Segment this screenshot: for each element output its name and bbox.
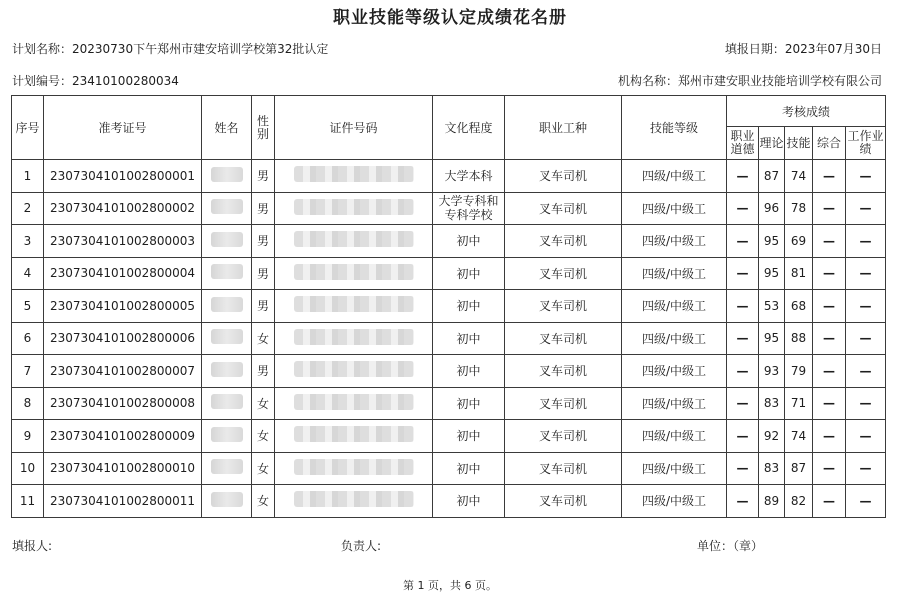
document-title: 职业技能等级认定成绩花名册 [333, 8, 567, 28]
redacted-name [211, 492, 243, 507]
education-cell: 初中 [433, 322, 505, 355]
name-cell [202, 420, 252, 453]
exam-no-cell: 2307304101002800003 [44, 225, 202, 258]
header-comprehensive: 综合 [813, 127, 846, 160]
header-name: 姓名 [202, 96, 252, 160]
redacted-id-number [294, 231, 414, 247]
theory-score-cell: 95 [759, 225, 785, 258]
exam-no-cell: 2307304101002800006 [44, 322, 202, 355]
id-number-cell [275, 452, 433, 485]
name-cell [202, 192, 252, 225]
table-row [12, 355, 886, 388]
occupation-cell: 叉车司机 [505, 290, 622, 323]
id-number-cell [275, 160, 433, 193]
exam-no-cell: 2307304101002800011 [44, 485, 202, 518]
theory-score-cell: 93 [759, 355, 785, 388]
work-performance-cell: — [846, 225, 886, 258]
name-cell [202, 355, 252, 388]
education-cell: 大学专科和专科学校 [433, 192, 505, 225]
gender-cell: 女 [252, 420, 275, 453]
skill-level-cell: 四级/中级工 [622, 322, 727, 355]
education-cell: 初中 [433, 355, 505, 388]
exam-no-cell: 2307304101002800009 [44, 420, 202, 453]
id-number-cell [275, 355, 433, 388]
skill-level-cell: 四级/中级工 [622, 160, 727, 193]
comprehensive-score-cell: — [813, 387, 846, 420]
redacted-id-number [294, 426, 414, 442]
education-cell: 初中 [433, 420, 505, 453]
header-occupation: 职业工种 [505, 96, 622, 160]
score-roster-table [11, 95, 886, 518]
theory-score-cell: 83 [759, 452, 785, 485]
seq-cell: 11 [12, 485, 44, 518]
id-number-cell [275, 322, 433, 355]
theory-score-cell: 53 [759, 290, 785, 323]
skill-score-cell: 78 [785, 192, 813, 225]
seq-cell: 8 [12, 387, 44, 420]
redacted-id-number [294, 459, 414, 475]
gender-cell: 男 [252, 225, 275, 258]
skill-level-cell: 四级/中级工 [622, 387, 727, 420]
id-number-cell [275, 257, 433, 290]
theory-score-cell: 95 [759, 322, 785, 355]
ethics-score-cell: — [727, 322, 759, 355]
redacted-id-number [294, 329, 414, 345]
header-row [12, 96, 886, 127]
table-row [12, 192, 886, 225]
organization-name: 机构名称：郑州市建安职业技能培训学校有限公司 [617, 74, 882, 88]
seq-cell: 7 [12, 355, 44, 388]
header-theory: 理论 [759, 127, 785, 160]
ethics-score-cell: — [727, 355, 759, 388]
id-number-cell [275, 387, 433, 420]
gender-cell: 男 [252, 192, 275, 225]
header-id-no: 证件号码 [275, 96, 433, 160]
skill-level-cell: 四级/中级工 [622, 452, 727, 485]
name-cell [202, 322, 252, 355]
theory-score-cell: 89 [759, 485, 785, 518]
education-cell: 初中 [433, 257, 505, 290]
work-performance-cell: — [846, 452, 886, 485]
work-performance-cell: — [846, 387, 886, 420]
work-performance-cell: — [846, 290, 886, 323]
education-cell: 初中 [433, 387, 505, 420]
theory-score-cell: 87 [759, 160, 785, 193]
header-seq: 序号 [12, 96, 44, 160]
education-cell: 初中 [433, 290, 505, 323]
skill-score-cell: 68 [785, 290, 813, 323]
redacted-id-number [294, 199, 414, 215]
plan-number: 计划编号：23410100280034 [12, 74, 179, 88]
exam-no-cell: 2307304101002800005 [44, 290, 202, 323]
name-cell [202, 225, 252, 258]
work-performance-cell: — [846, 257, 886, 290]
skill-level-cell: 四级/中级工 [622, 257, 727, 290]
exam-no-cell: 2307304101002800004 [44, 257, 202, 290]
page-indicator: 第 1 页，共 6 页。 [403, 579, 497, 592]
skill-score-cell: 79 [785, 355, 813, 388]
theory-score-cell: 92 [759, 420, 785, 453]
work-performance-cell: — [846, 355, 886, 388]
ethics-score-cell: — [727, 485, 759, 518]
ethics-score-cell: — [727, 452, 759, 485]
ethics-score-cell: — [727, 225, 759, 258]
header-skill-level: 技能等级 [622, 96, 727, 160]
table-row [12, 387, 886, 420]
redacted-name [211, 427, 243, 442]
work-performance-cell: — [846, 192, 886, 225]
gender-cell: 男 [252, 355, 275, 388]
name-cell [202, 452, 252, 485]
skill-score-cell: 71 [785, 387, 813, 420]
redacted-id-number [294, 296, 414, 312]
header-education: 文化程度 [433, 96, 505, 160]
education-cell: 初中 [433, 225, 505, 258]
seq-cell: 5 [12, 290, 44, 323]
redacted-name [211, 362, 243, 377]
education-cell: 初中 [433, 452, 505, 485]
skill-score-cell: 88 [785, 322, 813, 355]
comprehensive-score-cell: — [813, 355, 846, 388]
theory-score-cell: 96 [759, 192, 785, 225]
plan-name: 计划名称：20230730下午郑州市建安培训学校第32批认定 [12, 42, 329, 56]
header-ethics: 职业道德 [727, 127, 759, 160]
comprehensive-score-cell: — [813, 257, 846, 290]
unit-stamp-label: 单位：（章） [697, 539, 764, 553]
redacted-name [211, 167, 243, 182]
fill-date: 填报日期：2023年07月30日 [724, 42, 882, 56]
seq-cell: 4 [12, 257, 44, 290]
seq-cell: 3 [12, 225, 44, 258]
reporter-label: 填报人: [12, 539, 53, 553]
occupation-cell: 叉车司机 [505, 387, 622, 420]
redacted-name [211, 459, 243, 474]
education-cell: 初中 [433, 485, 505, 518]
table-row [12, 420, 886, 453]
name-cell [202, 257, 252, 290]
occupation-cell: 叉车司机 [505, 192, 622, 225]
header-work-performance: 工作业绩 [846, 127, 886, 160]
seq-cell: 2 [12, 192, 44, 225]
skill-score-cell: 69 [785, 225, 813, 258]
redacted-name [211, 297, 243, 312]
gender-cell: 女 [252, 452, 275, 485]
skill-score-cell: 74 [785, 420, 813, 453]
header-exam-no: 准考证号 [44, 96, 202, 160]
occupation-cell: 叉车司机 [505, 420, 622, 453]
name-cell [202, 485, 252, 518]
header-gender: 性别 [252, 96, 275, 160]
id-number-cell [275, 485, 433, 518]
comprehensive-score-cell: — [813, 452, 846, 485]
exam-no-cell: 2307304101002800010 [44, 452, 202, 485]
seq-cell: 6 [12, 322, 44, 355]
ethics-score-cell: — [727, 192, 759, 225]
exam-no-cell: 2307304101002800008 [44, 387, 202, 420]
ethics-score-cell: — [727, 257, 759, 290]
gender-cell: 男 [252, 257, 275, 290]
skill-score-cell: 74 [785, 160, 813, 193]
ethics-score-cell: — [727, 160, 759, 193]
education-cell: 大学本科 [433, 160, 505, 193]
id-number-cell [275, 225, 433, 258]
skill-level-cell: 四级/中级工 [622, 192, 727, 225]
occupation-cell: 叉车司机 [505, 225, 622, 258]
id-number-cell [275, 192, 433, 225]
table-row [12, 160, 886, 193]
ethics-score-cell: — [727, 420, 759, 453]
gender-cell: 女 [252, 485, 275, 518]
occupation-cell: 叉车司机 [505, 452, 622, 485]
table-row [12, 225, 886, 258]
exam-no-cell: 2307304101002800001 [44, 160, 202, 193]
comprehensive-score-cell: — [813, 420, 846, 453]
comprehensive-score-cell: — [813, 322, 846, 355]
occupation-cell: 叉车司机 [505, 485, 622, 518]
occupation-cell: 叉车司机 [505, 257, 622, 290]
exam-no-cell: 2307304101002800002 [44, 192, 202, 225]
table-row [12, 257, 886, 290]
skill-level-cell: 四级/中级工 [622, 225, 727, 258]
gender-cell: 女 [252, 387, 275, 420]
work-performance-cell: — [846, 485, 886, 518]
comprehensive-score-cell: — [813, 290, 846, 323]
table-row [12, 485, 886, 518]
table-row [12, 452, 886, 485]
skill-score-cell: 87 [785, 452, 813, 485]
seq-cell: 9 [12, 420, 44, 453]
name-cell [202, 160, 252, 193]
responsible-label: 负责人: [341, 539, 382, 553]
id-number-cell [275, 420, 433, 453]
skill-score-cell: 82 [785, 485, 813, 518]
skill-level-cell: 四级/中级工 [622, 290, 727, 323]
comprehensive-score-cell: — [813, 225, 846, 258]
redacted-id-number [294, 394, 414, 410]
skill-level-cell: 四级/中级工 [622, 420, 727, 453]
comprehensive-score-cell: — [813, 485, 846, 518]
seq-cell: 1 [12, 160, 44, 193]
redacted-name [211, 394, 243, 409]
gender-cell: 女 [252, 322, 275, 355]
table-row [12, 322, 886, 355]
table-row [12, 290, 886, 323]
occupation-cell: 叉车司机 [505, 160, 622, 193]
id-number-cell [275, 290, 433, 323]
redacted-id-number [294, 361, 414, 377]
skill-level-cell: 四级/中级工 [622, 485, 727, 518]
header-scores: 考核成绩 [727, 96, 886, 127]
comprehensive-score-cell: — [813, 160, 846, 193]
ethics-score-cell: — [727, 387, 759, 420]
seq-cell: 10 [12, 452, 44, 485]
redacted-name [211, 199, 243, 214]
ethics-score-cell: — [727, 290, 759, 323]
skill-level-cell: 四级/中级工 [622, 355, 727, 388]
work-performance-cell: — [846, 160, 886, 193]
redacted-id-number [294, 264, 414, 280]
theory-score-cell: 95 [759, 257, 785, 290]
work-performance-cell: — [846, 420, 886, 453]
occupation-cell: 叉车司机 [505, 322, 622, 355]
work-performance-cell: — [846, 322, 886, 355]
name-cell [202, 290, 252, 323]
redacted-id-number [294, 491, 414, 507]
redacted-name [211, 232, 243, 247]
redacted-name [211, 329, 243, 344]
redacted-name [211, 264, 243, 279]
exam-no-cell: 2307304101002800007 [44, 355, 202, 388]
occupation-cell: 叉车司机 [505, 355, 622, 388]
gender-cell: 男 [252, 290, 275, 323]
header-skill: 技能 [785, 127, 813, 160]
skill-score-cell: 81 [785, 257, 813, 290]
theory-score-cell: 83 [759, 387, 785, 420]
comprehensive-score-cell: — [813, 192, 846, 225]
redacted-id-number [294, 166, 414, 182]
name-cell [202, 387, 252, 420]
gender-cell: 男 [252, 160, 275, 193]
